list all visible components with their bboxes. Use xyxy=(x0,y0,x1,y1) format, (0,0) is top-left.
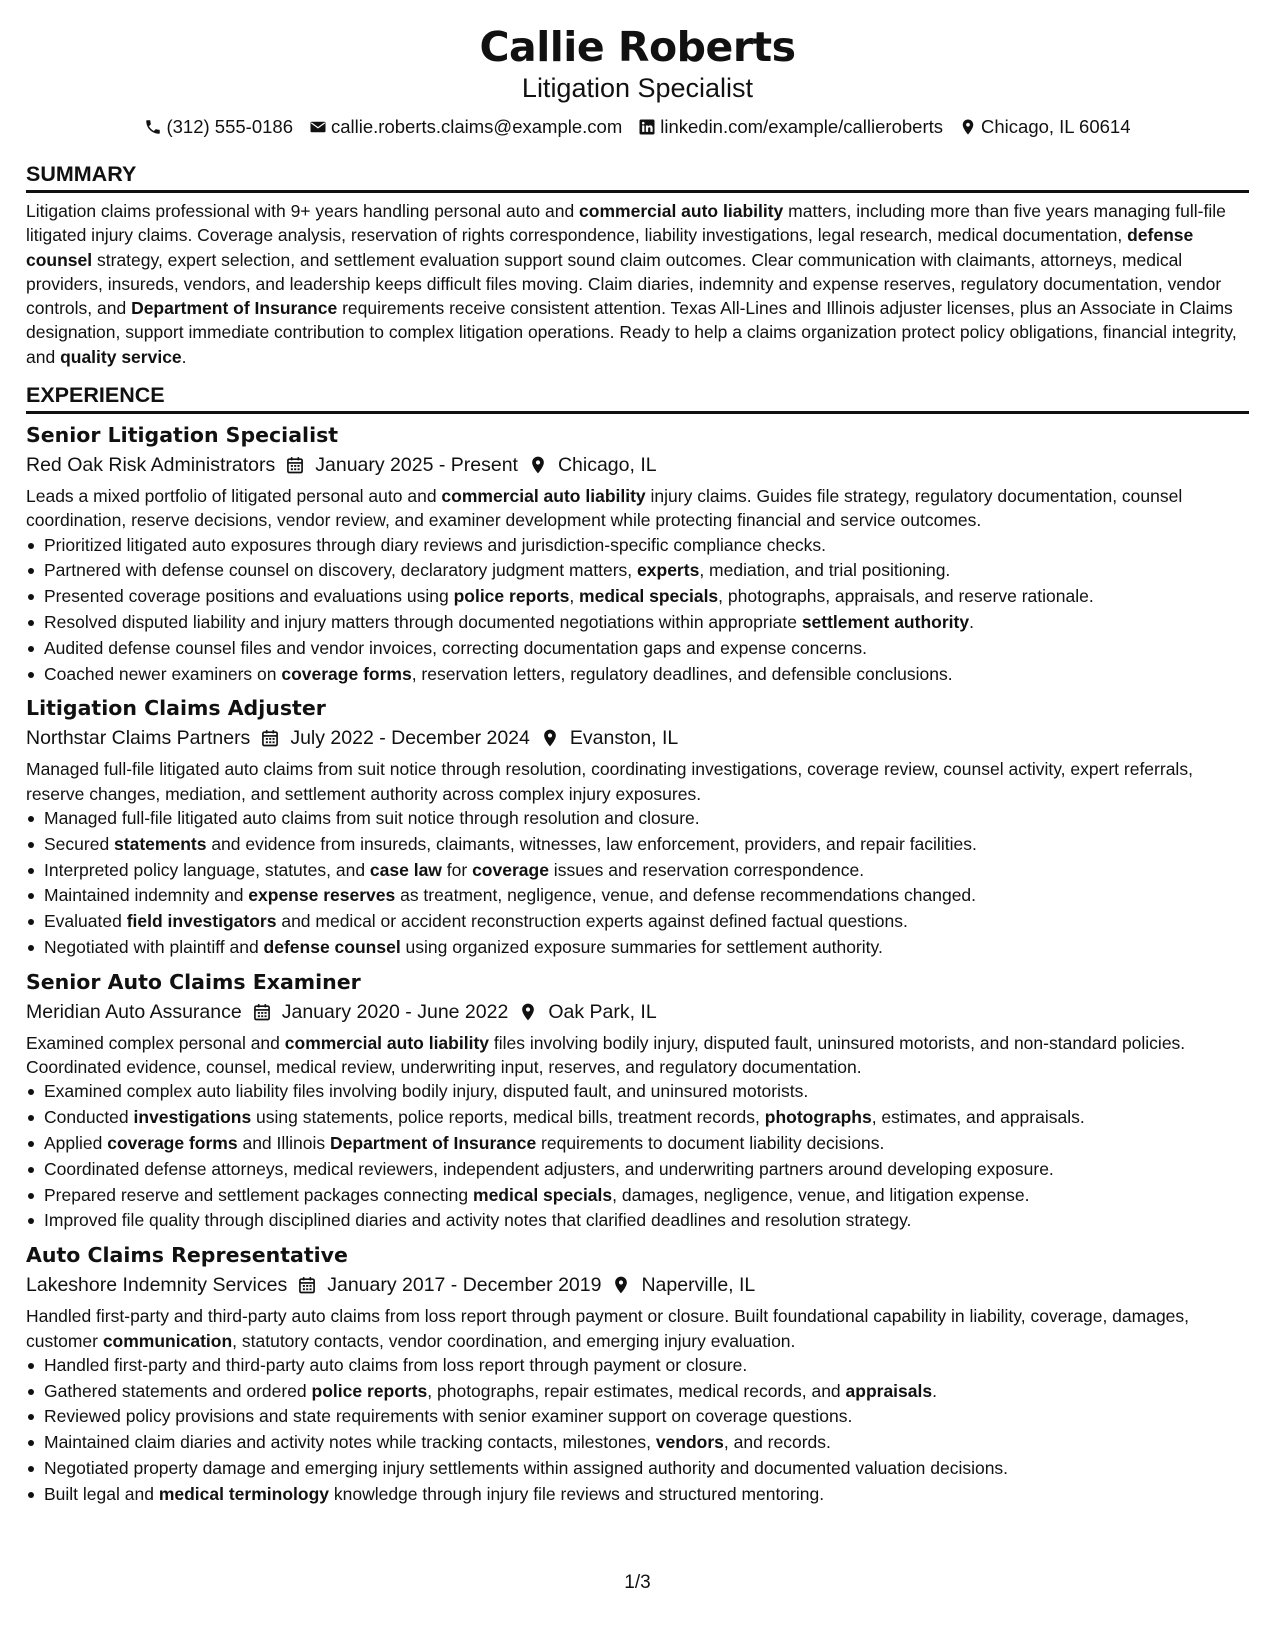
bullet-item xyxy=(44,858,1249,884)
phone-icon xyxy=(144,118,162,136)
text-run: Maintained claim diaries and activity notes while tracking contacts, milestones, xyxy=(44,1432,656,1453)
text-run: knowledge through injury file reviews and structured mentoring. xyxy=(329,1483,825,1504)
bullet-item xyxy=(44,584,1249,610)
resume-body xyxy=(26,161,1249,1508)
calendar-icon xyxy=(260,728,280,748)
text-run: issues and reservation correspondence. xyxy=(548,859,865,880)
job-company: Red Oak Risk Administrators xyxy=(26,454,276,477)
bold-keyword: commercial auto liability xyxy=(579,201,784,221)
summary-heading: SUMMARY xyxy=(26,161,1249,193)
text-run: Presented coverage positions and evaluations using xyxy=(44,586,454,607)
text-run: and evidence from insureds, claimants, witnesses, law enforcement, providers, and repair facilities. xyxy=(206,833,977,854)
resume-header xyxy=(0,0,1275,140)
job-description xyxy=(26,1304,1249,1353)
text-run: Coordinated defense attorneys, medical reviewers, independent adjusters, and underwriting partners around developing exposure. xyxy=(44,1158,1054,1179)
text-run: Gathered statements and ordered xyxy=(44,1380,312,1401)
text-run: as treatment, negligence, venue, and defense recommendations changed. xyxy=(395,885,977,906)
job-bullets xyxy=(26,806,1249,961)
contact-linkedin[interactable] xyxy=(638,114,943,140)
text-run: , estimates, and appraisals. xyxy=(871,1107,1085,1128)
bold-keyword: coverage xyxy=(472,859,549,880)
bold-keyword: investigations xyxy=(133,1107,252,1128)
job-dates: January 2025 - Present xyxy=(315,454,518,477)
job-meta xyxy=(26,1272,1249,1298)
bullet-item xyxy=(44,662,1249,688)
text-run: Secured xyxy=(44,833,115,854)
job-dates: January 2017 - December 2019 xyxy=(327,1274,602,1297)
calendar-icon xyxy=(252,1002,272,1022)
bold-keyword: coverage forms xyxy=(281,663,412,684)
job-entry xyxy=(26,1242,1249,1507)
text-run: , damages, negligence, venue, and litigation expense. xyxy=(612,1184,1030,1205)
text-run: Prepared reserve and settlement packages connecting xyxy=(44,1184,474,1205)
bullet-item xyxy=(44,1456,1249,1482)
bold-keyword: medical specials xyxy=(579,586,719,607)
bold-keyword: appraisals xyxy=(845,1380,933,1401)
job-entry xyxy=(26,422,1249,687)
bullet-item xyxy=(44,1183,1249,1209)
bullet-item xyxy=(44,1379,1249,1405)
bold-keyword: statements xyxy=(114,833,207,854)
bullet-item xyxy=(44,1353,1249,1379)
bullet-item xyxy=(44,1430,1249,1456)
map-pin-icon xyxy=(518,1002,538,1022)
text-run: Built legal and xyxy=(44,1483,159,1504)
job-bullets xyxy=(26,1353,1249,1508)
text-run: Negotiated property damage and emerging injury settlements within assigned authority and documented valuation decisions. xyxy=(44,1457,1009,1478)
job-entry xyxy=(26,695,1249,960)
job-dates: January 2020 - June 2022 xyxy=(281,1000,509,1023)
map-pin-icon xyxy=(611,1275,631,1295)
text-run: , and records. xyxy=(723,1432,831,1453)
text-run: , reservation letters, regulatory deadlines, and defensible conclusions. xyxy=(411,663,953,684)
text-run: and medical or accident reconstruction experts against defined factual questions. xyxy=(276,911,908,932)
text-run: Audited defense counsel files and vendor invoices, correcting documentation gaps and expense concerns. xyxy=(44,637,868,658)
map-pin-icon xyxy=(528,455,548,475)
contact-bar xyxy=(0,114,1275,140)
text-run: using organized exposure summaries for settlement authority. xyxy=(400,937,883,958)
text-run: Managed full-file litigated auto claims from suit notice through resolution, coordinating investigations, coverage review, counsel activity, expert referrals, reserve changes, mediation, and settlement authority across complex injury exposures. xyxy=(26,759,1193,804)
text-run: Interpreted policy language, statutes, and xyxy=(44,859,370,880)
job-dates: July 2022 - December 2024 xyxy=(290,727,530,750)
job-bullets xyxy=(26,533,1249,688)
bullet-item xyxy=(44,558,1249,584)
envelope-icon xyxy=(309,118,327,136)
job-description xyxy=(26,757,1249,806)
bold-keyword: commercial auto liability xyxy=(284,1032,489,1053)
map-pin-icon xyxy=(959,118,977,136)
job-location: Evanston, IL xyxy=(569,727,679,750)
bold-keyword: expense reserves xyxy=(248,885,396,906)
candidate-title: Litigation Specialist xyxy=(521,73,754,103)
job-meta xyxy=(26,725,1249,751)
bold-keyword: quality service xyxy=(60,346,182,367)
text-run: injury claims. Guides file strategy, regulatory documentation, counsel coordination, reserve decisions, vendor review, and examiner development while protecting financial and service outcomes. xyxy=(26,486,1183,531)
text-run: strategy, expert selection, and settlement evaluation support sound claim outcomes. Clear communication with claimants, attorneys, medical providers, insureds, vendors, and leadership keeps difficult files moving. Claim diaries, indemnity and expense reserves, regulatory documentation, vendor controls, and xyxy=(26,249,1222,319)
phone-text: (312) 555-0186 xyxy=(166,116,293,137)
bold-keyword: field investigators xyxy=(126,911,277,932)
bold-keyword: commercial auto liability xyxy=(441,486,646,507)
job-location: Oak Park, IL xyxy=(548,1000,657,1023)
bold-keyword: experts xyxy=(637,560,700,581)
contact-email[interactable] xyxy=(309,114,622,140)
bold-keyword: settlement authority xyxy=(801,612,970,633)
calendar-icon xyxy=(297,1275,317,1295)
candidate-name: Callie Roberts xyxy=(479,23,796,71)
text-run: Handled first-party and third-party auto claims from loss report through payment or closure. Built foundational capability in liability, coverage, damages, customer xyxy=(26,1306,1190,1351)
text-run: matters, including more than five years managing full-file litigated injury claims. Coverage analysis, reservation of rights correspondence, liability investigations, legal research, medical documentation, xyxy=(26,201,1226,246)
bullet-item xyxy=(44,935,1249,961)
job-bullets xyxy=(26,1079,1249,1234)
summary-text xyxy=(26,199,1249,369)
bullet-item xyxy=(44,1157,1249,1183)
bullet-item xyxy=(44,909,1249,935)
bold-keyword: defense counsel xyxy=(26,225,1194,270)
calendar-icon xyxy=(285,455,305,475)
text-run: Coached newer examiners on xyxy=(44,663,282,684)
bold-keyword: police reports xyxy=(311,1380,428,1401)
text-run: , mediation, and trial positioning. xyxy=(699,560,951,581)
text-run: Maintained indemnity and xyxy=(44,885,249,906)
job-title: Senior Auto Claims Examiner xyxy=(26,969,361,994)
job-description xyxy=(26,484,1249,533)
text-run: using statements, police reports, medical bills, treatment records, xyxy=(251,1107,765,1128)
linkedin-text: linkedin.com/example/callieroberts xyxy=(660,116,944,137)
text-run: Applied xyxy=(44,1133,108,1154)
bold-keyword: medical specials xyxy=(473,1184,613,1205)
bold-keyword: Department of Insurance xyxy=(131,298,338,319)
text-run: Negotiated with plaintiff and xyxy=(44,937,264,958)
experience-heading: EXPERIENCE xyxy=(26,382,1249,414)
text-run: requirements receive consistent attention. Texas All-Lines and Illinois adjuster licenses, plus an Associate in Claims designation, support immediate contribution to complex litigation operations. Ready to help a claims organization protect policy obligations, financial integrity, and xyxy=(26,298,1237,367)
bullet-item xyxy=(44,1208,1249,1234)
text-run: requirements to document liability decisions. xyxy=(536,1133,885,1154)
text-run: files involving bodily injury, disputed fault, uninsured motorists, and non-standard policies. Coordinated evidence, counsel, medical review, underwriting input, reserves, and regulatory documentation. xyxy=(26,1032,1186,1078)
bold-keyword: medical terminology xyxy=(158,1483,329,1504)
text-run: Conducted xyxy=(44,1107,134,1128)
text-run: Litigation claims professional with 9+ years handling personal auto and xyxy=(26,201,580,221)
bold-keyword: police reports xyxy=(453,586,570,607)
bullet-item xyxy=(44,636,1249,662)
bold-keyword: defense counsel xyxy=(263,937,401,958)
text-run: Resolved disputed liability and injury matters through documented negotiations within appropriate xyxy=(44,612,802,633)
text-run: Improved file quality through disciplined diaries and activity notes that clarified deadlines and resolution strategy. xyxy=(44,1210,912,1231)
text-run: , xyxy=(569,586,580,607)
contact-phone[interactable] xyxy=(144,114,293,140)
job-title: Litigation Claims Adjuster xyxy=(26,696,326,721)
text-run: Partnered with defense counsel on discovery, declaratory judgment matters, xyxy=(44,560,638,581)
text-run: . xyxy=(181,346,187,367)
text-run: and Illinois xyxy=(237,1133,331,1154)
job-meta xyxy=(26,999,1249,1025)
text-run: , photographs, repair estimates, medical records, and xyxy=(427,1380,846,1401)
bold-keyword: vendors xyxy=(655,1432,724,1453)
text-run: Examined complex personal and xyxy=(26,1032,285,1053)
linkedin-icon xyxy=(638,118,656,136)
email-text: callie.roberts.claims@example.com xyxy=(331,116,623,137)
job-description xyxy=(26,1031,1249,1080)
bold-keyword: case law xyxy=(369,859,442,880)
experience-list xyxy=(26,422,1249,1508)
bullet-item xyxy=(44,1105,1249,1131)
bold-keyword: photographs xyxy=(764,1107,872,1128)
location-text: Chicago, IL 60614 xyxy=(981,116,1131,137)
bold-keyword: Department of Insurance xyxy=(330,1133,537,1154)
job-meta xyxy=(26,452,1249,478)
map-pin-icon xyxy=(540,728,560,748)
job-location: Chicago, IL xyxy=(557,454,657,477)
bullet-item xyxy=(44,883,1249,909)
text-run: Examined complex auto liability files involving bodily injury, disputed fault, and uninsured motorists. xyxy=(44,1081,809,1102)
bold-keyword: coverage forms xyxy=(107,1133,238,1154)
text-run: , photographs, appraisals, and reserve rationale. xyxy=(718,586,1094,607)
job-company: Lakeshore Indemnity Services xyxy=(26,1274,288,1297)
job-title: Auto Claims Representative xyxy=(26,1243,348,1268)
job-company: Meridian Auto Assurance xyxy=(26,1000,242,1023)
bold-keyword: communication xyxy=(102,1330,233,1351)
text-run: Managed full-file litigated auto claims from suit notice through resolution and closure. xyxy=(44,808,700,829)
contact-location xyxy=(959,114,1130,140)
bullet-item xyxy=(44,832,1249,858)
bullet-item xyxy=(44,806,1249,832)
job-location: Naperville, IL xyxy=(641,1274,756,1297)
page-number: 1/3 xyxy=(624,1572,651,1593)
text-run: for xyxy=(441,859,473,880)
text-run: Reviewed policy provisions and state requirements with senior examiner support on coverage questions. xyxy=(44,1406,853,1427)
text-run: . xyxy=(932,1380,937,1401)
text-run: , statutory contacts, vendor coordination, and emerging injury evaluation. xyxy=(232,1330,796,1351)
text-run: Handled first-party and third-party auto claims from loss report through payment or closure. xyxy=(44,1354,748,1375)
text-run: Prioritized litigated auto exposures through diary reviews and jurisdiction-specific compliance checks. xyxy=(44,534,827,555)
bullet-item xyxy=(44,1131,1249,1157)
text-run: Evaluated xyxy=(44,911,127,932)
bullet-item xyxy=(44,533,1249,559)
job-entry xyxy=(26,969,1249,1234)
text-run: Leads a mixed portfolio of litigated personal auto and xyxy=(26,486,442,507)
bullet-item xyxy=(44,1404,1249,1430)
bullet-item xyxy=(44,610,1249,636)
bullet-item xyxy=(44,1079,1249,1105)
text-run: . xyxy=(969,612,974,633)
job-company: Northstar Claims Partners xyxy=(26,727,251,750)
job-title: Senior Litigation Specialist xyxy=(26,423,339,448)
bullet-item xyxy=(44,1482,1249,1508)
